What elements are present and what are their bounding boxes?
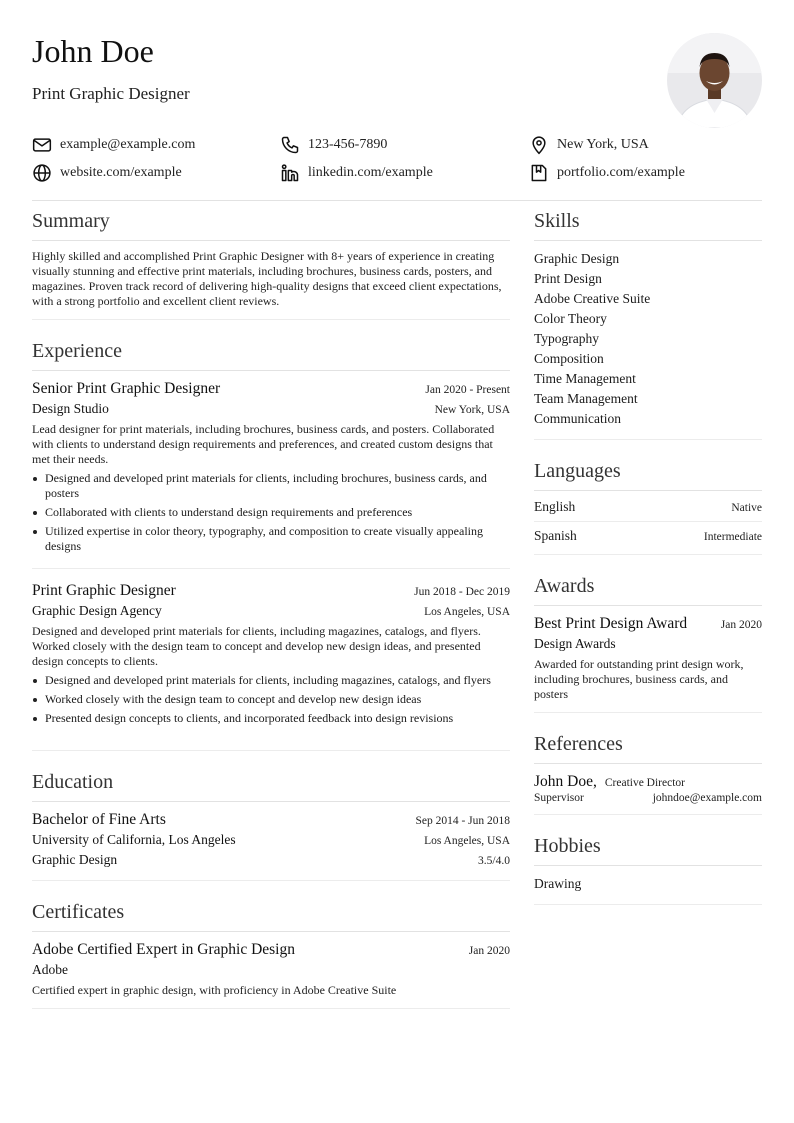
degree-name: Bachelor of Fine Arts [32,811,166,828]
job-bullet: Collaborated with clients to understand design requirements and preferences [32,505,510,520]
summary-section [32,208,510,320]
location-text: New York, USA [557,137,649,152]
experience-item [32,568,510,740]
contact-linkedin[interactable] [280,163,433,183]
certificate-description: Certified expert in graphic design, with proficiency in Adobe Creative Suite [32,983,397,997]
awards-heading: Awards [534,573,762,606]
contact-website[interactable] [32,163,182,183]
portfolio-icon [529,163,549,183]
mail-icon [32,135,52,155]
experience-section [32,338,510,751]
linkedin-text: linkedin.com/example [308,165,433,180]
certificate-name: Adobe Certified Expert in Graphic Design [32,941,295,958]
job-bullet: Worked closely with the design team to concept and develop new design ideas [32,692,510,707]
job-description: Lead designer for print materials, including brochures, business cards, and posters. Collaborated with clients to understand design requirements and preferences, and created custom designs that met their needs. [32,422,495,466]
language-item [534,496,762,521]
summary-heading: Summary [32,208,510,241]
company-name: Graphic Design Agency [32,603,162,618]
job-bullets [32,673,510,726]
skill-item: Typography [534,331,600,346]
skill-item: Communication [534,411,621,426]
job-location: Los Angeles, USA [424,606,510,618]
job-description: Designed and developed print materials for clients, including magazines, catalogs, and flyers. Worked closely with the design team to concept and develop new design ideas, and presented design concepts to clients. [32,624,481,668]
experience-item [32,379,510,568]
certificates-heading: Certificates [32,899,510,932]
language-name: English [534,499,576,514]
certificate-issuer: Adobe [32,962,68,977]
award-description: Awarded for outstanding print design work, including brochures, business cards, and posters [534,657,744,701]
side-column [534,208,762,923]
job-bullets [32,471,510,554]
experience-heading: Experience [32,338,510,371]
summary-text: Highly skilled and accomplished Print Graphic Designer with 8+ years of experience in creating visually stunning and effective print materials, including brochures, business cards, posters, and magazines. Proven track record of delivering high-quality designs that exceed client expectations, with a strong portfolio and excellent client reviews. [32,249,502,308]
portfolio-text: portfolio.com/example [557,165,685,180]
contact-portfolio[interactable] [529,163,685,183]
languages-section [534,458,762,555]
linkedin-icon [280,163,300,183]
resume-header [32,33,762,128]
skill-item: Graphic Design [534,251,620,266]
reference-name: John Doe, [534,773,597,790]
job-bullet: Presented design concepts to clients, and incorporated feedback into design revisions [32,711,510,726]
job-title: Senior Print Graphic Designer [32,380,221,397]
hobby-item: Drawing [534,876,582,891]
candidate-role: Print Graphic Designer [32,84,190,103]
candidate-name: John Doe [32,33,154,69]
website-text: website.com/example [60,165,182,180]
skill-item: Color Theory [534,311,607,326]
person-photo-icon [667,33,762,128]
contact-phone[interactable] [280,135,387,155]
header-divider [32,200,762,201]
language-level: Native [731,502,762,514]
award-name: Best Print Design Award [534,615,688,632]
skill-item: Print Design [534,271,602,286]
phone-text: 123-456-7890 [308,137,388,152]
skill-item: Team Management [534,391,638,406]
education-section [32,769,510,881]
globe-icon [32,163,52,183]
map-pin-icon [529,135,549,155]
languages-heading: Languages [534,458,762,491]
contact-email[interactable] [32,135,195,155]
gpa: 3.5/4.0 [478,855,510,867]
main-column [32,208,510,1027]
skills-section [534,208,762,440]
field-of-study: Graphic Design [32,852,118,867]
language-level: Intermediate [703,531,762,543]
school-location: Los Angeles, USA [424,835,510,847]
company-name: Design Studio [32,401,109,416]
phone-icon [280,135,300,155]
education-dates: Sep 2014 - Jun 2018 [415,815,510,827]
hobbies-heading: Hobbies [534,833,762,866]
award-issuer: Design Awards [534,636,616,651]
certificates-section [32,899,510,1009]
job-title: Print Graphic Designer [32,582,176,599]
skills-heading: Skills [534,208,762,241]
skill-item: Composition [534,351,604,366]
reference-relation: Supervisor [534,792,584,804]
awards-section [534,573,762,713]
references-heading: References [534,731,762,764]
school-name: University of California, Los Angeles [32,832,236,847]
job-bullet: Designed and developed print materials for clients, including magazines, catalogs, and flyers [32,673,510,688]
certificate-date: Jan 2020 [468,945,510,957]
language-item [534,521,762,550]
hobbies-section [534,833,762,905]
language-name: Spanish [534,528,577,543]
email-text: example@example.com [60,137,196,152]
award-date: Jan 2020 [720,619,762,631]
job-bullet: Utilized expertise in color theory, typography, and composition to create visually appealing designs [32,524,510,554]
reference-position: Creative Director [604,777,685,789]
reference-email[interactable]: johndoe@example.com [652,792,762,804]
job-dates: Jun 2018 - Dec 2019 [414,586,510,598]
job-dates: Jan 2020 - Present [425,384,510,396]
avatar [667,33,762,128]
skill-item: Adobe Creative Suite [534,291,651,306]
contact-location [529,135,649,155]
skill-item: Time Management [534,371,636,386]
job-location: New York, USA [434,404,510,416]
education-heading: Education [32,769,510,802]
references-section [534,731,762,815]
job-bullet: Designed and developed print materials for clients, including brochures, business cards, and posters [32,471,510,501]
